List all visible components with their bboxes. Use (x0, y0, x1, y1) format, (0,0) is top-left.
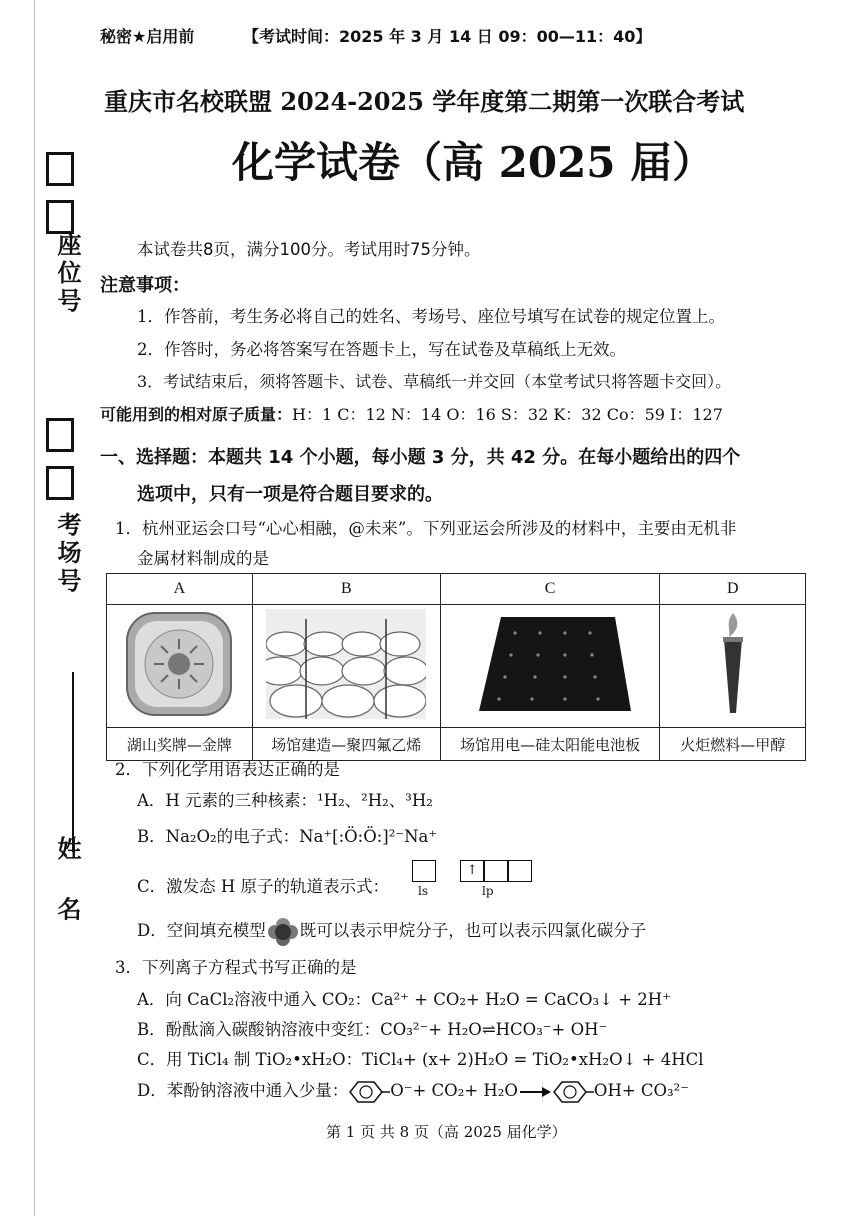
option-b-letter: B (252, 574, 440, 605)
name-label: 姓 名 (53, 836, 82, 935)
q1-line2: 金属材料制成的是 (137, 549, 269, 568)
q2-a-text: A．H 元素的三种核素： (137, 791, 318, 810)
q3-option-a (137, 986, 671, 1010)
orbital-1p-box-1: ↑ (460, 860, 484, 882)
medal-image (119, 609, 239, 719)
exam-title: 重庆市名校联盟 2024-2025 学年度第二期第一次联合考试 (104, 87, 745, 116)
atomic-masses-label: 可能用到的相对原子质量： (100, 405, 293, 424)
secret-mark: 秘密★启用前 (100, 27, 195, 46)
orbital-1p-label: lp (482, 884, 494, 898)
orbital-1p-box-2 (484, 860, 508, 882)
q3-b-eq: CO₃²⁻+ H₂O⇌HCO₃⁻+ OH⁻ (380, 1020, 608, 1039)
paper-title: 化学试卷（高 2025 届） (232, 138, 715, 187)
option-c-letter: C (440, 574, 660, 605)
q3-option-b (137, 1016, 607, 1040)
page-footer: 第 1 页 共 8 页（高 2025 届化学） (326, 1123, 567, 1141)
q2-d-text1: D．空间填充模型 (137, 921, 266, 940)
option-d-letter: D (660, 574, 806, 605)
q2-a-formula: ¹H₂、²H₂、³H₂ (317, 791, 433, 810)
q2-option-d (137, 917, 646, 946)
torch-image (703, 609, 763, 719)
q3-stem: 3．下列离子方程式书写正确的是 (115, 958, 357, 977)
intro: 本试卷共8页，满分100分。考试用时75分钟。 (137, 240, 481, 259)
seat-box-1 (46, 152, 74, 186)
solar-panel-image (465, 609, 635, 719)
stadium-roof-image (266, 609, 426, 719)
option-d-caption: 火炬燃料—甲醇 (660, 728, 806, 761)
benzene-ring-icon (552, 1079, 594, 1105)
note-1: 1．作答前，考生务必将自己的姓名、考场号、座位号填写在试卷的规定位置上。 (137, 307, 725, 326)
q3-c-text: C．用 TiCl₄ 制 TiO₂•xH₂O： (137, 1050, 363, 1069)
option-c-image (440, 605, 660, 728)
reaction-arrow-icon (518, 1085, 552, 1099)
q2-d-text2: 既可以表示甲烷分子，也可以表示四氯化碳分子 (299, 921, 647, 940)
orbital-1s-box (412, 860, 436, 882)
q3-b-text: B．酚酞滴入碳酸钠溶液中变红： (137, 1020, 381, 1039)
space-filling-model-icon (266, 918, 300, 946)
orbital-1p-box-3 (508, 860, 532, 882)
option-a-letter: A (107, 574, 253, 605)
exam-time: 【考试时间：2025 年 3 月 14 日 09：00—11：40】 (243, 27, 652, 46)
q3-option-d (137, 1077, 689, 1105)
note-2: 2．作答时，务必将答案写在答题卡上，写在试卷及草稿纸上无效。 (137, 340, 626, 359)
section1-line1: 一、选择题：本题共 14 个小题，每小题 3 分，共 42 分。在每小题给出的四个 (100, 447, 741, 468)
q2-option-b (137, 823, 437, 847)
q3-option-c (137, 1046, 704, 1070)
q2-option-a (137, 787, 433, 811)
q3-a-text: A．向 CaCl₂溶液中通入 CO₂： (137, 990, 372, 1009)
section1-line2: 选项中，只有一项是符合题目要求的。 (137, 484, 443, 505)
q2-option-c: C．激发态 H 原子的轨道表示式： (137, 877, 390, 896)
atomic-masses-values: H：1 C：12 N：14 O：16 S：32 K：32 Co：59 I：127 (292, 405, 723, 424)
option-a-image (107, 605, 253, 728)
room-box-2 (46, 466, 74, 500)
q3-d-eq-left: O⁻+ CO₂+ H₂O (390, 1081, 518, 1100)
benzene-ring-icon (348, 1079, 390, 1105)
name-line (72, 672, 74, 852)
option-c-caption: 场馆用电—硅太阳能电池板 (440, 728, 660, 761)
option-b-caption: 场馆建造—聚四氟乙烯 (252, 728, 440, 761)
option-d-image (660, 605, 806, 728)
q1-options-table (106, 573, 806, 761)
note-3: 3．考试结束后，须将答题卡、试卷、草稿纸一并交回（本堂考试只将答题卡交回）。 (137, 372, 732, 391)
q3-a-eq: Ca²⁺ + CO₂+ H₂O = CaCO₃↓ + 2H⁺ (371, 990, 671, 1009)
q2-b-formula: Na⁺[:Ö:Ö:]²⁻Na⁺ (299, 827, 438, 846)
room-box-1 (46, 418, 74, 452)
room-label: 考场号 (53, 512, 82, 596)
seat-box-2 (46, 200, 74, 234)
option-b-image (252, 605, 440, 728)
notes-title: 注意事项： (100, 275, 190, 296)
q2-b-text: B．Na₂O₂的电子式： (137, 827, 300, 846)
atomic-masses (100, 402, 723, 425)
option-a-caption: 湖山奖牌—金牌 (107, 728, 253, 761)
margin-line (34, 0, 35, 1216)
q2-stem: 2．下列化学用语表达正确的是 (115, 760, 340, 779)
q3-d-eq-right: OH+ CO₃²⁻ (593, 1081, 689, 1100)
q3-c-eq: TiCl₄+ (x+ 2)H₂O = TiO₂•xH₂O↓ + 4HCl (362, 1050, 704, 1069)
q1-line1: 1．杭州亚运会口号“心心相融，@未来”。下列亚运会所涉及的材料中，主要由无机非 (115, 519, 737, 538)
orbital-1s-label: ls (418, 884, 428, 898)
seat-label: 座位号 (53, 232, 82, 316)
q3-d-text: D．苯酚钠溶液中通入少量： (137, 1081, 349, 1100)
orbital-diagram (412, 860, 532, 882)
